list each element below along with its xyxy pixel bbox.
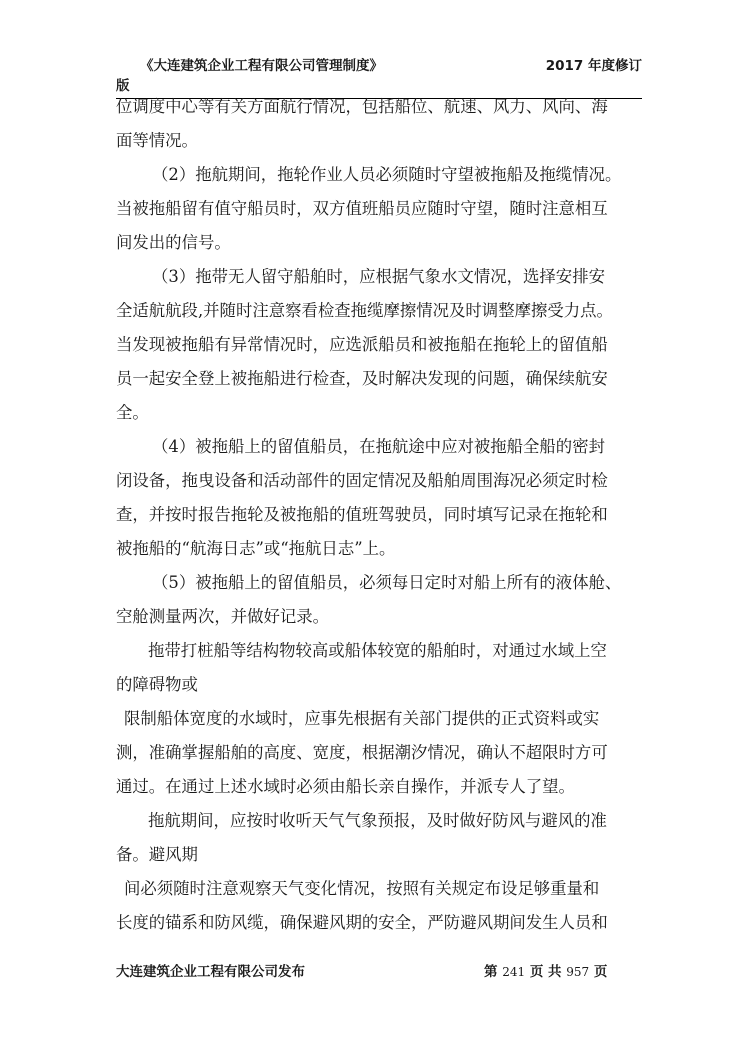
text-line: 间必须随时注意观察天气变化情况，按照有关规定布设足够重量和 <box>124 879 600 898</box>
text-line: 闭设备，拖曳设备和活动部件的固定情况及船舶周围海况必须定时检 <box>116 471 608 490</box>
document-title: 《大连建筑企业工程有限公司管理制度》 <box>140 58 383 74</box>
text-line: 空舱测量两次，并做好记录。 <box>116 607 330 626</box>
page-prefix: 第 <box>484 964 498 980</box>
text-line: 面等情况。 <box>116 131 198 150</box>
page-indicator <box>484 960 607 980</box>
edition-label-tail: 版 <box>116 78 130 94</box>
page-mid: 页 共 <box>529 964 562 980</box>
text-line: 当发现被拖船有异常情况时，应选派船员和被拖船在拖轮上的留值船 <box>116 335 608 354</box>
publisher-label: 大连建筑企业工程有限公司发布 <box>116 964 305 980</box>
text-line: 测，准确掌握船舶的高度、宽度，根据潮汐情况，确认不超限时方可 <box>116 743 608 762</box>
text-line: 员一起安全登上被拖船进行检查，及时解决发现的问题，确保续航安 <box>116 369 608 388</box>
text-line: 当被拖船留有值守船员时，双方值班船员应随时守望，随时注意相互 <box>116 199 608 218</box>
text-line: 拖带打桩船等结构物较高或船体较宽的船舶时，对通过水域上空 <box>148 641 607 660</box>
text-line: 全。 <box>116 403 149 422</box>
text-line: 拖航期间，应按时收听天气气象预报，及时做好防风与避风的准 <box>148 811 607 830</box>
text-line: 被拖船的“航海日志”或“拖航日志”上。 <box>116 539 396 558</box>
text-line: （3）拖带无人留守船舶时，应根据气象水文情况，选择安排安 <box>152 267 605 286</box>
text-line: （2）拖航期间，拖轮作业人员必须随时守望被拖船及拖缆情况。 <box>152 165 622 184</box>
text-line: 间发出的信号。 <box>116 233 231 252</box>
text-line: 的障碍物或 <box>116 675 198 694</box>
text-line: 限制船体宽度的水域时，应事先根据有关部门提供的正式资料或实 <box>124 709 600 728</box>
page-suffix: 页 <box>593 964 608 980</box>
total-pages: 957 <box>566 965 590 979</box>
text-line: 查，并按时报告拖轮及被拖船的值班驾驶员，同时填写记录在拖轮和 <box>116 505 608 524</box>
text-line: （5）被拖船上的留值船员，必须每日定时对船上所有的液体舱、 <box>152 573 622 592</box>
text-line: 长度的锚系和防风缆，确保避风期的安全，严防避风期间发生人员和 <box>116 913 608 932</box>
text-line: 位调度中心等有关方面航行情况，包括船位、航速、风力、风向、海 <box>116 97 608 116</box>
text-line: 备。避风期 <box>116 845 198 864</box>
text-line: （4）被拖船上的留值船员，在拖航途中应对被拖船全船的密封 <box>152 437 605 456</box>
text-line: 通过。在通过上述水域时必须由船长亲自操作，并派专人了望。 <box>116 777 575 796</box>
edition-label: 2017 年度修订 <box>545 58 642 74</box>
page-number: 241 <box>502 965 526 979</box>
text-line: 全适航航段,并随时注意察看检查拖缆摩擦情况及时调整摩擦受力点。 <box>116 301 613 320</box>
